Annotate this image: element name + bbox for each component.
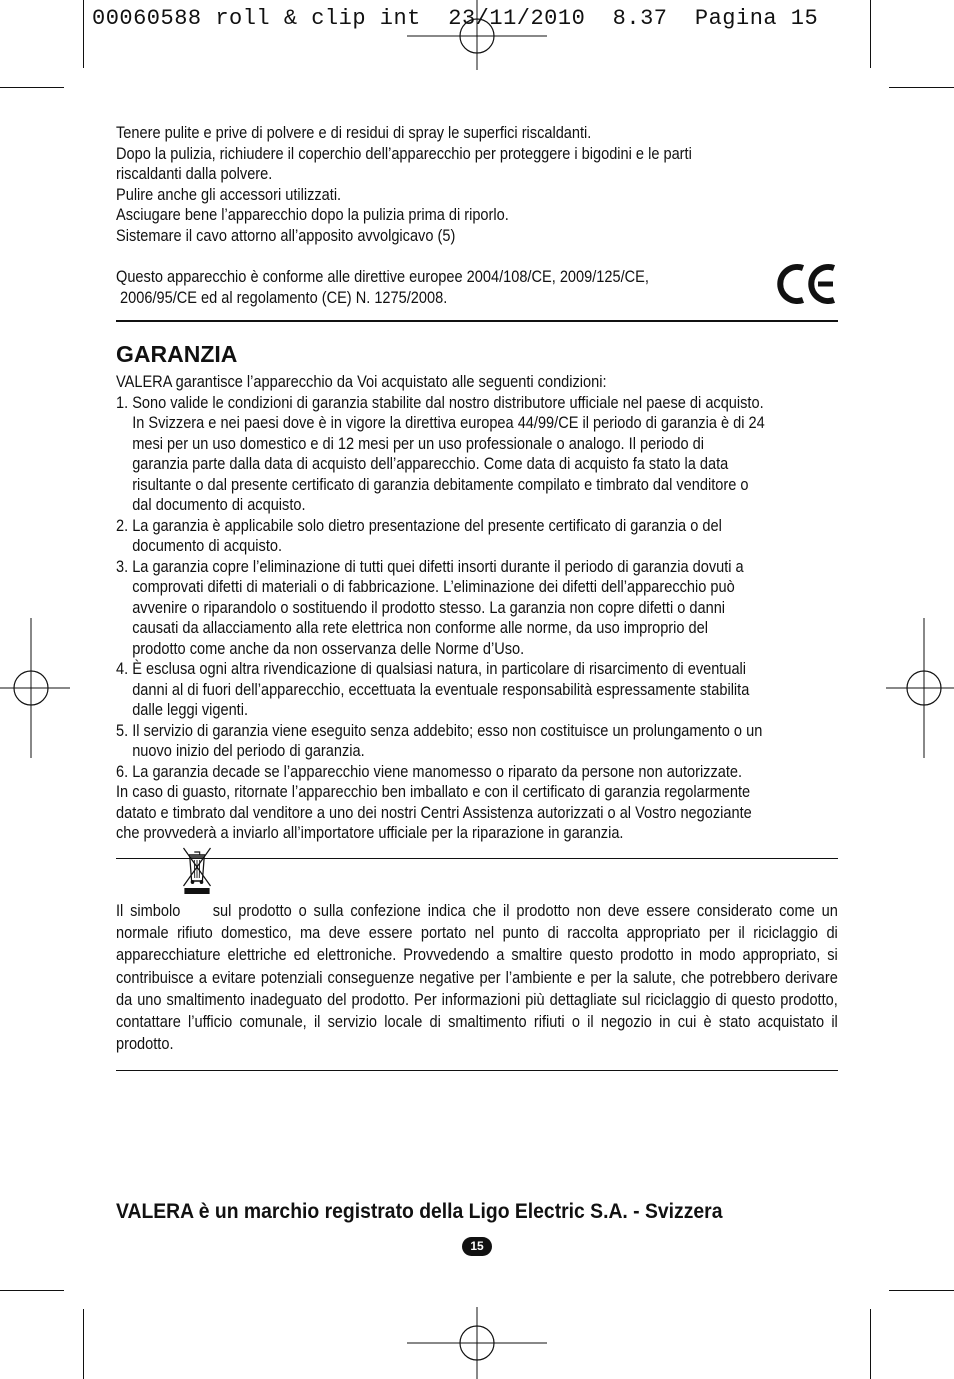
condition-line: La garanzia è applicabile solo dietro presentazione del presente certificato di garanzia o del bbox=[132, 516, 722, 535]
weee-crossed-bin-icon bbox=[180, 872, 212, 920]
condition-line: dal documento di acquisto. bbox=[132, 496, 306, 514]
registration-mark-icon bbox=[0, 618, 70, 758]
registration-mark-icon bbox=[886, 618, 954, 758]
section-divider bbox=[116, 858, 838, 859]
guarantee-heading: GARANZIA bbox=[116, 341, 238, 367]
condition-number: 3. bbox=[116, 557, 129, 576]
section-divider bbox=[116, 1070, 838, 1071]
ce-mark-icon bbox=[776, 262, 838, 306]
condition-line: causati da allacciamento alla rete elettrica non conforme alle norme, da uso improprio del bbox=[132, 619, 708, 637]
registration-mark-icon bbox=[407, 1307, 547, 1379]
condition-number: 5. bbox=[116, 721, 129, 740]
condition-item bbox=[116, 557, 838, 660]
closing-line: che provvederà a inviarlo all’importatore ufficiale per la riparazione in garanzia. bbox=[116, 824, 624, 842]
disposal-prefix: Il simbolo bbox=[116, 902, 181, 920]
crop-mark bbox=[0, 87, 64, 88]
closing-line: In caso di guasto, ritornate l’apparecchio ben imballato e con il certificato di garanzia regolarmente bbox=[116, 783, 751, 801]
care-line: Pulire anche gli accessori utilizzati. bbox=[116, 185, 342, 204]
care-line: Asciugare bene l’apparecchio dopo la pulizia prima di riporlo. bbox=[116, 206, 509, 224]
condition-item bbox=[116, 516, 838, 557]
crop-mark bbox=[83, 0, 84, 68]
condition-line: prodotto come anche da non osservanza delle Norme d’Uso. bbox=[132, 639, 525, 658]
guarantee-conditions-list bbox=[116, 393, 838, 783]
crop-mark bbox=[870, 1309, 871, 1379]
condition-line: Il servizio di garanzia viene eseguito senza addebito; esso non costituisce un prolungamento o un bbox=[132, 721, 763, 740]
condition-line: garanzia parte dalla data di acquisto dell’apparecchio. Come data di acquisto fa stato la data bbox=[132, 455, 729, 473]
condition-line: avvenire o riparandolo o sostituendo il prodotto stesso. La garanzia non copre difetti o danni bbox=[132, 598, 726, 617]
condition-line: mesi per un uso domestico e di 12 mesi per un uso professionale o analogo. Il periodo di bbox=[132, 434, 704, 453]
condition-line: La garanzia copre l’eliminazione di tutti quei difetti insorti durante il periodo di garanzia dovuti a bbox=[132, 557, 744, 576]
condition-number: 6. bbox=[116, 762, 129, 781]
condition-number: 1. bbox=[116, 393, 129, 412]
brand-trademark-line: VALERA è un marchio registrato della Ligo Electric S.A. - Svizzera bbox=[116, 1199, 723, 1223]
crop-mark bbox=[889, 87, 954, 88]
condition-line: È esclusa ogni altra rivendicazione di qualsiasi natura, in particolare di risarcimento di eventuali bbox=[132, 660, 747, 678]
condition-line: comprovati difetti di materiali o di fabbricazione. L’eliminazione dei difetti dell’apparecchio può bbox=[132, 578, 735, 596]
crop-mark bbox=[0, 1290, 64, 1291]
condition-line: documento di acquisto. bbox=[132, 537, 283, 555]
condition-line: danni al di fuori dell’apparecchio, eccettuata la eventuale responsabilità espressamente stabilita bbox=[132, 680, 750, 699]
condition-line: dalle leggi vigenti. bbox=[132, 701, 249, 719]
condition-item bbox=[116, 721, 838, 762]
condition-line: nuovo inizio del periodo di garanzia. bbox=[132, 742, 365, 760]
conformity-line: 2006/95/CE ed al regolamento (CE) N. 1275/2008. bbox=[116, 288, 448, 307]
condition-line: Sono valide le condizioni di garanzia stabilite dal nostro distributore ufficiale nel paese di acquisto. bbox=[132, 393, 764, 412]
condition-line: La garanzia decade se l’apparecchio viene manomesso o riparato da persone non autorizzate. bbox=[132, 762, 743, 781]
condition-item bbox=[116, 393, 838, 516]
guarantee-intro: VALERA garantisce l’apparecchio da Voi acquistato alle seguenti condizioni: bbox=[116, 373, 607, 391]
disposal-text: sul prodotto o sulla confezione indica che il prodotto non deve essere considerato come un normale rifiuto domestico, ma deve essere portato nel punto di raccolta appropriato per il riciclaggio di apparecchiature elettriche ed elettroniche. Provvedendo a smaltire questo prodotto in modo appropriato, si contribuisce a evitare potenziali conseguenze negative per l’ambiente e per la salute, che potrebbero derivare da uno smaltimento inadeguato del prodotto. Per informazioni più dettagliate sul riciclaggio di questo prodotto, contattare l’ufficio comunale, il servizio locale di smaltimento rifiuti o il negozio in cui è stato acquistato il prodotto. bbox=[116, 902, 838, 1054]
crop-mark bbox=[870, 0, 871, 68]
condition-line: risultante o dal presente certificato di garanzia debitamente compilato e timbrato dal venditore o bbox=[132, 475, 749, 494]
disposal-notice bbox=[116, 872, 838, 1055]
care-line: riscaldanti dalla polvere. bbox=[116, 165, 273, 183]
care-line: Tenere pulite e prive di polvere e di residui di spray le superfici riscaldanti. bbox=[116, 124, 592, 142]
condition-number: 2. bbox=[116, 516, 129, 535]
care-instructions bbox=[116, 123, 838, 246]
care-line: Sistemare il cavo attorno all’apposito avvolgicavo (5) bbox=[116, 226, 456, 245]
conformity-line: Questo apparecchio è conforme alle direttive europee 2004/108/CE, 2009/125/CE, bbox=[116, 268, 649, 286]
guarantee-body bbox=[116, 372, 838, 844]
print-slug: 00060588 roll & clip int 23/11/2010 8.37 Pagina 15 bbox=[92, 6, 819, 31]
crop-mark bbox=[83, 1309, 84, 1379]
conformity-statement bbox=[116, 267, 838, 308]
care-line: Dopo la pulizia, richiudere il coperchio dell’apparecchio per proteggere i bigodini e le parti bbox=[116, 144, 692, 163]
condition-line: In Svizzera e nei paesi dove è in vigore la direttiva europea 44/99/CE il periodo di garanzia è di 24 bbox=[132, 414, 765, 432]
condition-item bbox=[116, 659, 838, 721]
crop-mark bbox=[889, 1290, 954, 1291]
condition-number: 4. bbox=[116, 660, 129, 678]
page-number-badge: 15 bbox=[462, 1237, 492, 1256]
condition-item bbox=[116, 762, 838, 783]
closing-line: datato e timbrato dal venditore a uno dei nostri Centri Assistenza autorizzati o al Vostro negoziante bbox=[116, 803, 752, 822]
section-divider bbox=[116, 320, 838, 322]
